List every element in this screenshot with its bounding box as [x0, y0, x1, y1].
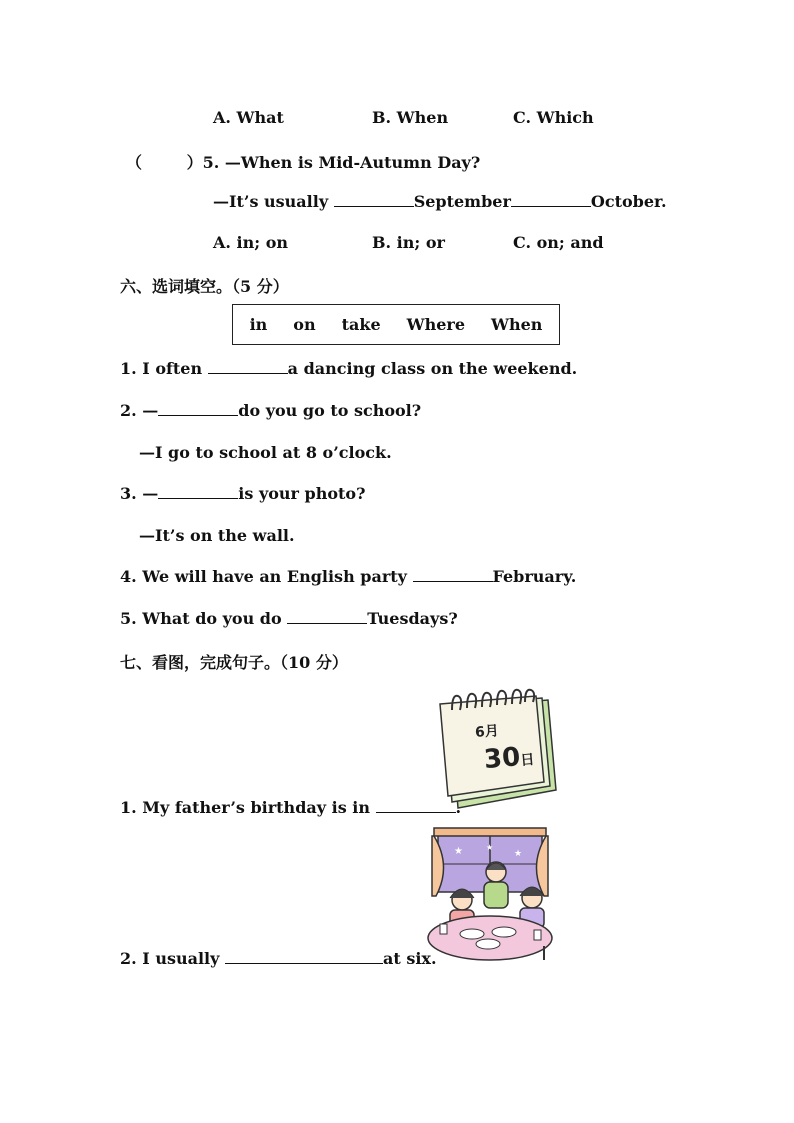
s6-item-2: 2. — do you go to school? — [120, 401, 422, 420]
answer-bracket[interactable]: （ ） — [126, 153, 203, 172]
svg-text:★: ★ — [514, 849, 523, 859]
q5-option-c: C. on; and — [513, 233, 604, 252]
q4-option-c: C. Which — [513, 108, 594, 127]
calendar-day: 30 — [482, 742, 522, 776]
section-7-title: 七、看图，完成句子。（10 分） — [120, 653, 348, 672]
svg-text:★: ★ — [454, 846, 463, 857]
answer-blank[interactable] — [511, 192, 591, 207]
answer-blank[interactable] — [287, 609, 367, 624]
answer-blank[interactable] — [158, 401, 238, 416]
word-bank-item: When — [491, 315, 543, 334]
answer-blank[interactable] — [225, 949, 383, 964]
word-bank-item: take — [341, 315, 381, 334]
svg-text:★: ★ — [486, 843, 494, 852]
s6-item-3: 3. — is your photo? — [120, 484, 366, 503]
s6-item-4: 4. We will have an English party February. — [120, 567, 577, 586]
s6-item-1: 1. I often a dancing class on the weekend. — [120, 359, 578, 378]
answer-blank[interactable] — [376, 798, 456, 813]
calendar-day-suffix: 日 — [519, 751, 536, 769]
family-dinner-illustration — [426, 826, 554, 962]
s6-item-3-reply: —It’s on the wall. — [139, 526, 295, 545]
calendar-day-group — [483, 741, 536, 775]
q5-option-b: B. in; or — [372, 233, 445, 252]
answer-blank[interactable] — [158, 484, 238, 499]
q4-option-b: B. When — [372, 108, 449, 127]
q5-question-line — [126, 150, 480, 173]
s7-item-1: 1. My father’s birthday is in . — [120, 798, 462, 817]
word-bank-item: Where — [406, 315, 466, 334]
q4-option-a: A. What — [213, 108, 284, 127]
q5-question: 5. —When is Mid-Autumn Day? — [202, 153, 481, 172]
s6-item-5: 5. What do you do Tuesdays? — [120, 609, 458, 628]
answer-blank[interactable] — [208, 359, 288, 374]
answer-blank[interactable] — [334, 192, 414, 207]
calendar-month: 6月 — [474, 723, 500, 741]
q5-option-a: A. in; on — [213, 233, 289, 252]
s7-item-2: 2. I usually at six. — [120, 949, 437, 968]
word-bank — [232, 304, 560, 345]
word-bank-item: in — [249, 315, 268, 334]
word-bank-item: on — [293, 315, 316, 334]
answer-blank[interactable] — [413, 567, 493, 582]
s6-item-2-reply: —I go to school at 8 o’clock. — [139, 443, 392, 462]
q5-answer-line: —It’s usually September October. — [213, 192, 667, 211]
section-6-title: 六、选词填空。（5 分） — [120, 277, 289, 296]
